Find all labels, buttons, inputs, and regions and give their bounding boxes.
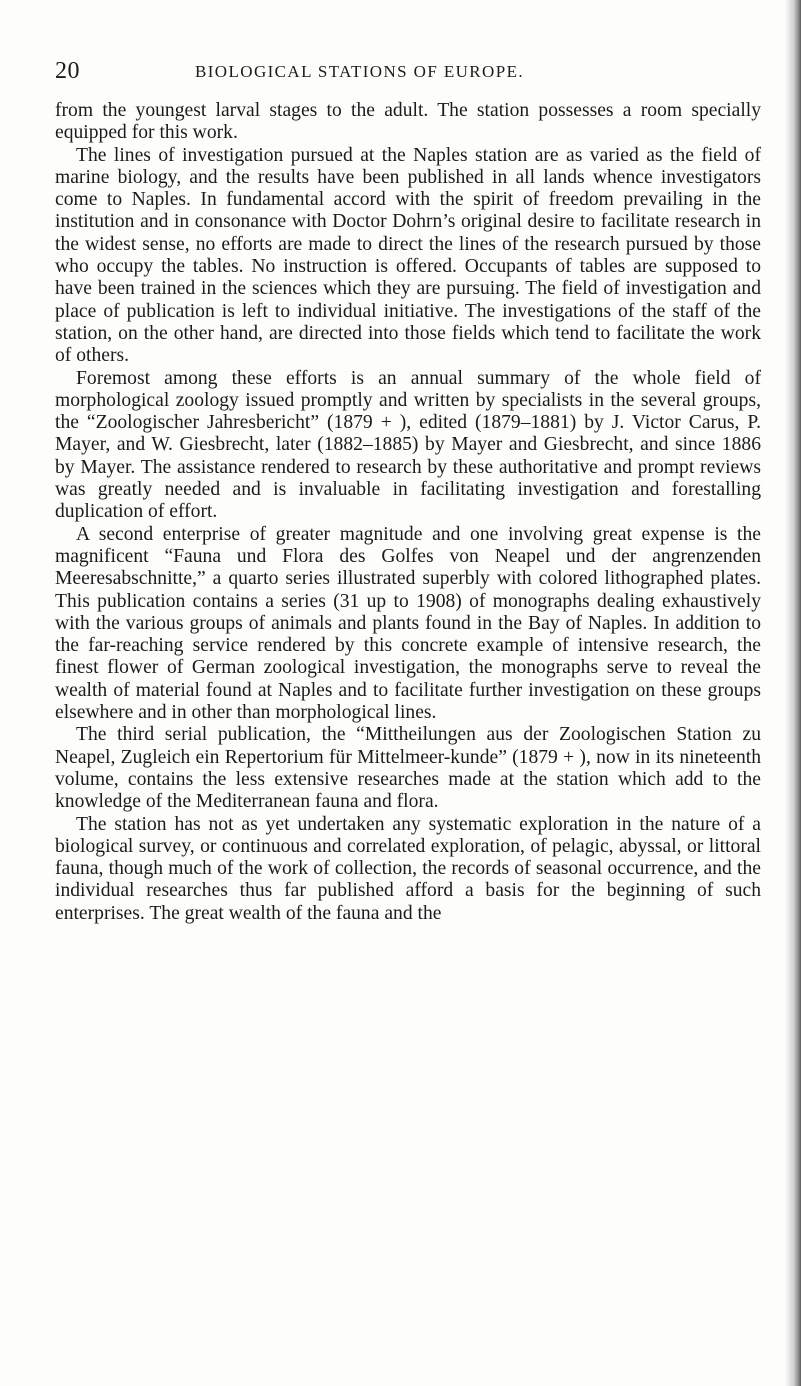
running-title: BIOLOGICAL STATIONS OF EUROPE. xyxy=(195,62,525,81)
page-number: 20 xyxy=(55,58,80,84)
paragraph-5: The third serial publication, the “Mittheilungen aus der Zoologischen Station zu Neapel, Zugleich ein Repertorium für Mittelmeer-kunde” (1879 + ), now in its nineteenth volume, contains the less extensive researches made at the station which add to the knowledge of the Mediterranean fauna and flora. xyxy=(55,724,761,813)
paragraph-6: The station has not as yet undertaken any systematic exploration in the nature of a biological survey, or continuous and correlated exploration, of pelagic, abyssal, or littoral fauna, though much of the work of collection, the records of seasonal occurrence, and the individual researches thus far published afford a basis for the beginning of such enterprises. The great wealth of the fauna and the xyxy=(55,813,761,924)
paragraph-4: A second enterprise of greater magnitude and one involving great expense is the magnificent “Fauna und Flora des Golfes von Neapel und der angrenzenden Meeresabschnitte,” a quarto series illustrated superbly with colored lithographed plates. This publication contains a series (31 up to 1908) of monographs dealing exhaustively with the various groups of animals and plants found in the Bay of Naples. In addition to the far-reaching service rendered by this concrete example of intensive research, the finest flower of German zoological investigation, the monographs serve to reveal the wealth of material found at Naples and to facilitate further investigation on these groups elsewhere and in other than morphological lines. xyxy=(55,523,761,724)
running-head xyxy=(55,58,775,88)
paragraph-2: The lines of investigation pursued at the Naples station are as varied as the field of marine biology, and the results have been published in all lands whence investigators come to Naples. In fundamental accord with the spirit of freedom prevailing in the institution and in consonance with Doctor Dohrn’s original desire to facilitate research in the widest sense, no efforts are made to direct the lines of the research pursued by those who occupy the tables. No instruction is offered. Occupants of tables are supposed to have been trained in the sciences which they are pursuing. The field of investigation and place of publication is left to individual initiative. The investigations of the staff of the station, on the other hand, are directed into those fields which tend to facilitate the work of others. xyxy=(55,144,761,367)
paragraph-1: from the youngest larval stages to the adult. The station possesses a room specially equipped for this work. xyxy=(55,100,761,144)
paragraph-3: Foremost among these efforts is an annual summary of the whole field of morphological zoology issued promptly and written by specialists in the several groups, the “Zoologischer Jahresbericht” (1879 + ), edited (1879–1881) by J. Victor Carus, P. Mayer, and W. Giesbrecht, later (1882–1885) by Mayer and Giesbrecht, and since 1886 by Mayer. The assistance rendered to research by these authoritative and prompt reviews was greatly needed and is invaluable in facilitating investigation and forestalling duplication of effort. xyxy=(55,367,761,523)
page-edge-shadow xyxy=(785,0,801,1386)
body-text xyxy=(55,100,761,925)
